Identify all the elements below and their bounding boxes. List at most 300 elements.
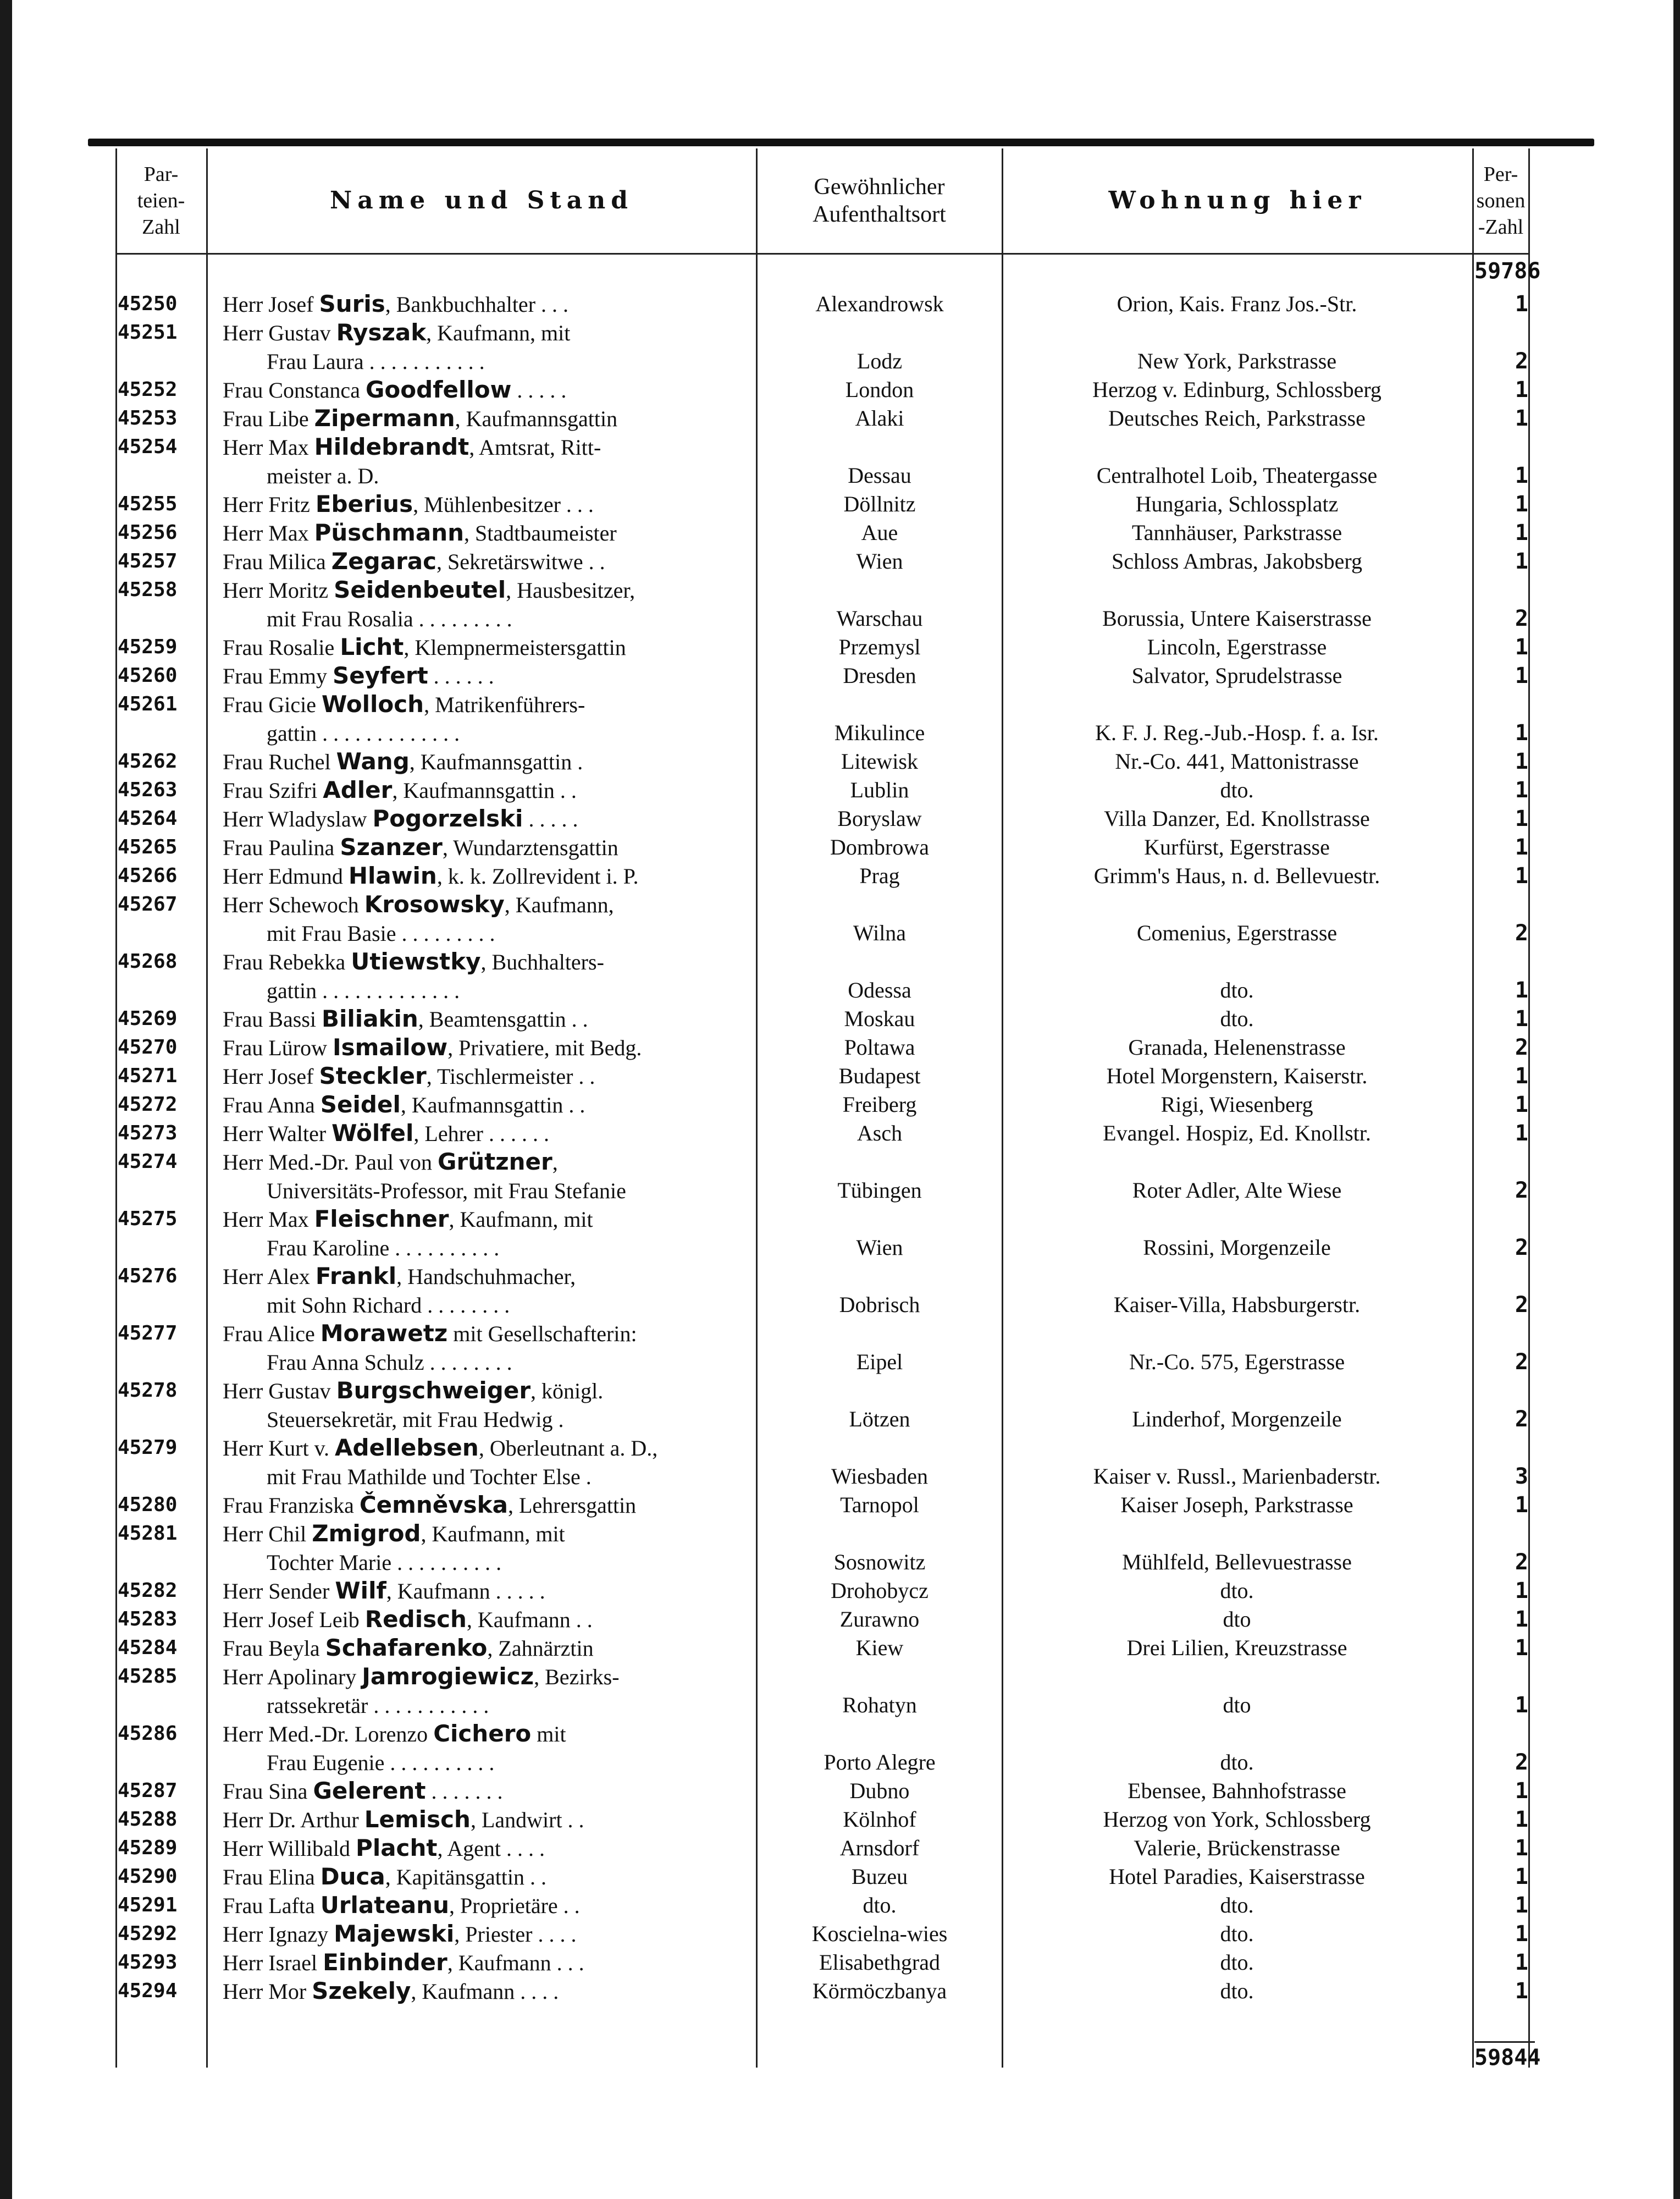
- name-prefix: Herr Kurt v.: [223, 1436, 335, 1461]
- name-line-1: [223, 776, 750, 805]
- name-line-1: [223, 290, 750, 319]
- table-row: [0, 1033, 1680, 1062]
- name-and-status: [223, 547, 750, 576]
- person-count: 1: [1515, 406, 1528, 431]
- name-suffix: , Kaufmann, mit: [449, 1207, 593, 1232]
- surname: Wilf: [335, 1577, 386, 1604]
- name-and-status: [223, 890, 750, 948]
- name-prefix: Frau Constanca: [223, 378, 366, 403]
- party-number: 45263: [118, 779, 178, 801]
- usual-residence: Eipel: [856, 1349, 903, 1374]
- name-line-1: [223, 1777, 750, 1806]
- person-count: 2: [1515, 921, 1528, 946]
- name-and-status: [223, 1319, 750, 1377]
- person-count: 1: [1515, 720, 1528, 746]
- surname: Eberius: [315, 490, 413, 517]
- header-place-label: Gewöhnlicher Aufenthaltsort: [813, 174, 946, 227]
- usual-residence: Freiberg: [842, 1092, 917, 1117]
- name-prefix: Herr Max: [223, 1207, 314, 1232]
- name-line-1: [223, 1033, 750, 1062]
- name-suffix: mit Gesellschafterin:: [447, 1321, 637, 1346]
- name-suffix: , Sekretärswitwe . .: [436, 549, 605, 574]
- name-prefix: Herr Israel: [223, 1950, 323, 1975]
- party-number: 45282: [118, 1579, 178, 1602]
- person-count: 1: [1515, 778, 1528, 803]
- name-suffix: , Agent . . . .: [437, 1836, 545, 1861]
- lodging-here: Mühlfeld, Bellevuestrasse: [1122, 1550, 1352, 1574]
- name-suffix: mit: [531, 1722, 566, 1746]
- name-line-2: gattin . . . . . . . . . . . . .: [267, 978, 460, 1003]
- name-line-1: [223, 1634, 750, 1663]
- person-count: 2: [1515, 1407, 1528, 1432]
- name-prefix: Frau Paulina: [223, 835, 340, 860]
- table-row: [0, 1719, 1680, 1777]
- name-prefix: Frau Elina: [223, 1865, 320, 1889]
- table-row: [0, 862, 1680, 890]
- usual-residence: Koscielna-wies: [811, 1921, 948, 1946]
- name-suffix: , Lehrersgattin: [507, 1493, 637, 1518]
- person-count: 1: [1515, 1607, 1528, 1632]
- name-and-status: [223, 1805, 750, 1834]
- lodging-here: Kurfürst, Egerstrasse: [1144, 835, 1330, 859]
- name-line-1: [223, 1005, 750, 1034]
- surname: Cichero: [433, 1720, 532, 1747]
- name-line-1: [223, 1977, 750, 2006]
- person-count: 1: [1515, 1578, 1528, 1603]
- table-row: [0, 633, 1680, 662]
- usual-residence: Odessa: [848, 978, 911, 1002]
- usual-residence: Wien: [856, 549, 903, 574]
- usual-residence: Lötzen: [849, 1407, 910, 1431]
- header-place: [758, 151, 1001, 250]
- person-count: 2: [1515, 1235, 1528, 1260]
- name-line-1: [223, 318, 750, 348]
- name-prefix: Herr Wladyslaw: [223, 807, 373, 831]
- party-number: 45251: [118, 321, 178, 344]
- party-number: 45287: [118, 1779, 178, 1802]
- name-line-1: [223, 576, 750, 605]
- surname: Wolloch: [321, 691, 424, 718]
- person-count: 1: [1515, 663, 1528, 688]
- person-count: 1: [1515, 1006, 1528, 1032]
- party-number: 45275: [118, 1208, 178, 1230]
- name-prefix: Herr Fritz: [223, 492, 316, 517]
- name-suffix: , Zahnärztin: [487, 1636, 594, 1661]
- usual-residence: Przemysl: [838, 635, 921, 659]
- person-count: 2: [1515, 1035, 1528, 1060]
- name-and-status: [223, 690, 750, 748]
- surname: Lemisch: [364, 1806, 471, 1833]
- lodging-here: Nr.-Co. 441, Mattonistrasse: [1115, 749, 1359, 774]
- person-count: 1: [1515, 1978, 1528, 2004]
- name-line-2: mit Sohn Richard . . . . . . . .: [267, 1293, 510, 1318]
- name-line-1: [223, 1491, 750, 1520]
- name-line-1: [223, 404, 750, 433]
- lodging-here: Herzog v. Edinburg, Schlossberg: [1092, 377, 1381, 402]
- usual-residence: Buzeu: [851, 1864, 908, 1889]
- surname: Gelerent: [313, 1777, 426, 1804]
- table-row: [0, 804, 1680, 833]
- table-row: [0, 1262, 1680, 1319]
- party-number: 45284: [118, 1636, 178, 1659]
- lodging-here: dto.: [1220, 1006, 1254, 1031]
- usual-residence: Poltawa: [844, 1035, 915, 1060]
- name-suffix: , Kaufmann, mit: [421, 1522, 565, 1546]
- lodging-here: Villa Danzer, Ed. Knollstrasse: [1104, 806, 1370, 831]
- name-prefix: Herr Max: [223, 521, 314, 545]
- surname: Morawetz: [320, 1320, 448, 1347]
- name-prefix: Frau Franziska: [223, 1493, 360, 1518]
- usual-residence: Dombrowa: [830, 835, 929, 859]
- usual-residence: Rohatyn: [842, 1693, 917, 1717]
- name-and-status: [223, 1891, 750, 1920]
- usual-residence: Wilna: [853, 921, 907, 945]
- name-line-2: mit Frau Mathilde und Tochter Else .: [267, 1464, 592, 1489]
- name-line-1: [223, 1891, 750, 1920]
- table-row: [0, 890, 1680, 947]
- name-and-status: [223, 490, 750, 519]
- table-row: [0, 1519, 1680, 1577]
- party-number: 45271: [118, 1065, 178, 1087]
- name-and-status: [223, 833, 750, 862]
- party-number: 45250: [118, 293, 178, 315]
- usual-residence: Alaki: [855, 406, 904, 431]
- lodging-here: Hungaria, Schlossplatz: [1135, 492, 1339, 516]
- name-suffix: , Handschuhmacher,: [396, 1264, 576, 1289]
- lodging-here: dto.: [1220, 978, 1254, 1002]
- person-count: 1: [1515, 1121, 1528, 1146]
- header-name: [208, 151, 755, 250]
- name-suffix: , Privatiere, mit Bedg.: [447, 1035, 642, 1060]
- person-count: 1: [1515, 1492, 1528, 1518]
- party-number: 45285: [118, 1665, 178, 1688]
- usual-residence: Alexandrowsk: [815, 291, 944, 316]
- name-line-1: [223, 1519, 750, 1548]
- name-line-1: [223, 1605, 750, 1634]
- party-number: 45254: [118, 436, 178, 458]
- surname: Zipermann: [314, 405, 455, 432]
- name-suffix: . . . . . .: [428, 664, 494, 688]
- table-row: [0, 404, 1680, 433]
- name-suffix: . . . . .: [523, 807, 578, 831]
- surname: Goodfellow: [365, 376, 512, 403]
- name-prefix: Herr Max: [223, 435, 314, 460]
- name-prefix: Herr Mor: [223, 1979, 312, 2004]
- table-row: [0, 318, 1680, 376]
- lodging-here: Rigi, Wiesenberg: [1160, 1092, 1313, 1117]
- name-suffix: , Oberleutnant a. D.,: [478, 1436, 658, 1461]
- table-row: [0, 1834, 1680, 1862]
- name-prefix: Frau Beyla: [223, 1636, 325, 1661]
- surname: Ryszak: [336, 319, 427, 346]
- table-row: [0, 1977, 1680, 2005]
- name-and-status: [223, 1577, 750, 1606]
- name-and-status: [223, 519, 750, 548]
- name-line-1: [223, 1662, 750, 1691]
- party-number: 45281: [118, 1522, 178, 1545]
- name-suffix: , Buchhalters-: [480, 950, 604, 974]
- lodging-here: Nr.-Co. 575, Egerstrasse: [1129, 1349, 1345, 1374]
- table-row: [0, 1062, 1680, 1090]
- lodging-here: Herzog von York, Schlossberg: [1103, 1807, 1371, 1832]
- name-and-status: [223, 1519, 750, 1577]
- name-line-1: [223, 490, 750, 519]
- usual-residence: Kölnhof: [843, 1807, 916, 1832]
- surname: Fleischner: [314, 1205, 449, 1232]
- usual-residence: Warschau: [836, 606, 923, 631]
- person-count: 1: [1515, 1836, 1528, 1861]
- surname: Duca: [320, 1863, 385, 1890]
- surname: Hlawin: [348, 862, 437, 889]
- name-and-status: [223, 1920, 750, 1949]
- name-line-1: [223, 433, 750, 462]
- person-count: 1: [1515, 1950, 1528, 1975]
- lodging-here: Hotel Morgenstern, Kaiserstr.: [1106, 1063, 1368, 1088]
- surname: Utiewstky: [351, 948, 481, 975]
- table-row: [0, 1319, 1680, 1376]
- party-number: 45261: [118, 693, 178, 715]
- name-and-status: [223, 1148, 750, 1205]
- name-and-status: [223, 1948, 750, 1977]
- name-suffix: , k. k. Zollrevident i. P.: [436, 864, 639, 889]
- person-count: 1: [1515, 1778, 1528, 1804]
- name-line-1: [223, 747, 750, 776]
- surname: Urlateanu: [320, 1892, 449, 1919]
- lodging-here: Valerie, Brückenstrasse: [1134, 1836, 1340, 1860]
- person-count: 1: [1515, 1807, 1528, 1832]
- usual-residence: Lodz: [856, 349, 903, 373]
- party-number: 45290: [118, 1865, 178, 1888]
- name-prefix: Frau Alice: [223, 1321, 320, 1346]
- name-and-status: [223, 1862, 750, 1892]
- header-party-number: [117, 151, 206, 250]
- person-count: 1: [1515, 635, 1528, 660]
- party-number: 45258: [118, 578, 178, 601]
- table-row: [0, 1577, 1680, 1605]
- name-line-1: [223, 1090, 750, 1120]
- name-prefix: Frau Emmy: [223, 664, 333, 688]
- name-prefix: Herr Gustav: [223, 1379, 336, 1403]
- lodging-here: Kaiser-Villa, Habsburgerstr.: [1113, 1292, 1361, 1317]
- name-prefix: Herr Sender: [223, 1579, 335, 1603]
- name-suffix: , Kaufmannsgattin . .: [400, 1093, 585, 1117]
- name-and-status: [223, 1777, 750, 1806]
- name-prefix: Frau Bassi: [223, 1007, 322, 1032]
- person-count: 1: [1515, 1063, 1528, 1089]
- name-line-1: [223, 833, 750, 862]
- party-number: 45291: [118, 1894, 178, 1916]
- surname: Seyfert: [332, 662, 428, 689]
- name-and-status: [223, 1090, 750, 1120]
- header-person-count: [1474, 151, 1527, 250]
- name-and-status: [223, 376, 750, 405]
- name-suffix: , Kaufmann . . . .: [411, 1979, 559, 2004]
- name-and-status: [223, 1262, 750, 1320]
- name-and-status: [223, 433, 750, 490]
- name-suffix: , Kaufmann, mit: [426, 321, 571, 345]
- name-suffix: , königl.: [530, 1379, 604, 1403]
- name-line-2: Steuersekretär, mit Frau Hedwig .: [267, 1407, 564, 1432]
- name-suffix: , Kaufmann,: [504, 892, 614, 917]
- name-prefix: Herr Med.-Dr. Lorenzo: [223, 1722, 434, 1746]
- person-count: 1: [1515, 1864, 1528, 1889]
- table-row: [0, 1119, 1680, 1148]
- name-prefix: Frau Sina: [223, 1779, 313, 1804]
- party-number: 45292: [118, 1922, 178, 1945]
- name-prefix: Herr Dr. Arthur: [223, 1807, 364, 1832]
- name-line-2: Frau Eugenie . . . . . . . . . .: [267, 1750, 495, 1775]
- usual-residence: Boryslaw: [837, 806, 922, 831]
- lodging-here: Granada, Helenenstrasse: [1128, 1035, 1346, 1060]
- surname: Biliakin: [322, 1005, 418, 1032]
- party-number: 45280: [118, 1493, 178, 1516]
- name-suffix: , Beamtensgattin . .: [418, 1007, 588, 1032]
- name-line-1: [223, 1434, 750, 1463]
- surname: Čemněvska: [359, 1491, 508, 1518]
- name-prefix: Herr Moritz: [223, 578, 334, 603]
- name-prefix: Frau Lürow: [223, 1035, 333, 1060]
- person-count: 2: [1515, 606, 1528, 631]
- name-line-2: Tochter Marie . . . . . . . . . .: [267, 1550, 502, 1575]
- usual-residence: Körmöczbanya: [812, 1978, 947, 2003]
- table-row: [0, 1148, 1680, 1205]
- usual-residence: Dubno: [849, 1778, 910, 1803]
- surname: Placht: [356, 1834, 438, 1861]
- name-suffix: , Kapitänsgattin . .: [385, 1865, 547, 1889]
- table-row: [0, 1434, 1680, 1491]
- header-address-label: Wohnung hier: [1108, 186, 1367, 214]
- name-line-2: Frau Karoline . . . . . . . . . .: [267, 1236, 500, 1260]
- lodging-here: dto.: [1220, 1750, 1254, 1774]
- lodging-here: dto.: [1220, 1950, 1254, 1975]
- lodging-here: dto.: [1220, 1578, 1254, 1603]
- person-count: 1: [1515, 291, 1528, 317]
- lodging-here: Grimm's Haus, n. d. Bellevuestr.: [1093, 863, 1380, 888]
- name-suffix: , Landwirt . .: [470, 1807, 584, 1832]
- name-suffix: , Mühlenbesitzer . . .: [413, 492, 594, 517]
- lodging-here: Lincoln, Egerstrasse: [1147, 635, 1327, 659]
- table-row: [0, 1662, 1680, 1719]
- name-line-1: [223, 1948, 750, 1977]
- name-and-status: [223, 1491, 750, 1520]
- header-name-label: Name und Stand: [329, 186, 634, 214]
- person-count: 1: [1515, 749, 1528, 774]
- usual-residence: Moskau: [844, 1006, 915, 1031]
- table-row: [0, 690, 1680, 747]
- party-number: 45277: [118, 1322, 178, 1344]
- name-suffix: , Tischlermeister . .: [426, 1064, 595, 1089]
- person-count: 1: [1515, 835, 1528, 860]
- party-number: 45289: [118, 1837, 178, 1859]
- usual-residence: Mikulince: [834, 720, 925, 745]
- name-line-1: [223, 690, 750, 719]
- usual-residence: Zurawno: [839, 1607, 920, 1632]
- lodging-here: Deutsches Reich, Parkstrasse: [1108, 406, 1366, 431]
- name-and-status: [223, 404, 750, 433]
- party-number: 45276: [118, 1265, 178, 1287]
- surname: Seidenbeutel: [334, 576, 506, 603]
- name-and-status: [223, 776, 750, 805]
- surname: Burgschweiger: [336, 1377, 531, 1404]
- name-suffix: , Proprietäre . .: [449, 1893, 580, 1918]
- name-suffix: . . . . .: [511, 378, 567, 403]
- usual-residence: Arnsdorf: [839, 1836, 920, 1860]
- party-number: 45270: [118, 1036, 178, 1059]
- surname: Steckler: [319, 1062, 427, 1089]
- name-line-2: Frau Laura . . . . . . . . . . .: [267, 349, 485, 374]
- table-row: [0, 519, 1680, 547]
- usual-residence: Wiesbaden: [831, 1464, 929, 1489]
- person-count: 1: [1515, 463, 1528, 488]
- lodging-here: dto.: [1220, 1921, 1254, 1946]
- header-rule: [115, 253, 1528, 255]
- party-number: 45272: [118, 1093, 178, 1116]
- name-and-status: [223, 1205, 750, 1263]
- name-line-2: gattin . . . . . . . . . . . . .: [267, 721, 460, 746]
- surname: Krosowsky: [364, 891, 505, 918]
- name-line-1: [223, 890, 750, 919]
- table-row: [0, 833, 1680, 862]
- name-prefix: Frau Anna: [223, 1093, 320, 1117]
- table-row: [0, 1205, 1680, 1262]
- name-line-1: [223, 376, 750, 405]
- header-address: [1003, 151, 1472, 250]
- person-count: 2: [1515, 1349, 1528, 1375]
- name-line-1: [223, 1376, 750, 1406]
- table-row: [0, 1491, 1680, 1519]
- person-count: 1: [1515, 806, 1528, 831]
- usual-residence: Dessau: [848, 463, 911, 488]
- name-line-1: [223, 1862, 750, 1892]
- lodging-here: Centralhotel Loib, Theatergasse: [1096, 463, 1378, 488]
- usual-residence: London: [845, 377, 914, 402]
- top-rule: [88, 139, 1594, 146]
- table-row: [0, 776, 1680, 804]
- name-suffix: , Kaufmann . . . . .: [386, 1579, 545, 1603]
- name-line-1: [223, 1205, 750, 1234]
- table-row: [0, 576, 1680, 633]
- usual-residence: Litewisk: [841, 749, 918, 774]
- surname: Szanzer: [340, 834, 443, 861]
- name-line-2: meister a. D.: [267, 464, 379, 488]
- lodging-here: Roter Adler, Alte Wiese: [1132, 1178, 1342, 1203]
- usual-residence: Tübingen: [837, 1178, 922, 1203]
- name-line-1: [223, 1577, 750, 1606]
- name-suffix: , Kaufmann . .: [466, 1607, 593, 1632]
- surname: Zmigrod: [312, 1520, 421, 1547]
- carried-forward-total: 59786: [1474, 258, 1541, 284]
- lodging-here: dto.: [1220, 778, 1254, 802]
- table-row: [0, 433, 1680, 490]
- usual-residence: Porto Alegre: [824, 1750, 936, 1774]
- name-and-status: [223, 1634, 750, 1663]
- party-number: 45262: [118, 750, 178, 773]
- name-and-status: [223, 1033, 750, 1062]
- lodging-here: Linderhof, Morgenzeile: [1132, 1407, 1342, 1431]
- person-count: 2: [1515, 1292, 1528, 1318]
- lodging-here: Rossini, Morgenzeile: [1143, 1235, 1331, 1260]
- party-number: 45268: [118, 950, 178, 973]
- lodging-here: dto: [1223, 1607, 1251, 1632]
- person-count: 1: [1515, 1092, 1528, 1117]
- surname: Schafarenko: [325, 1634, 488, 1661]
- name-suffix: , Matrikenführers-: [424, 692, 585, 717]
- table-row: [0, 1948, 1680, 1977]
- name-suffix: , Bankbuchhalter . . .: [385, 292, 569, 317]
- table-row: [0, 490, 1680, 519]
- person-count: 1: [1515, 978, 1528, 1003]
- person-count: 1: [1515, 1921, 1528, 1947]
